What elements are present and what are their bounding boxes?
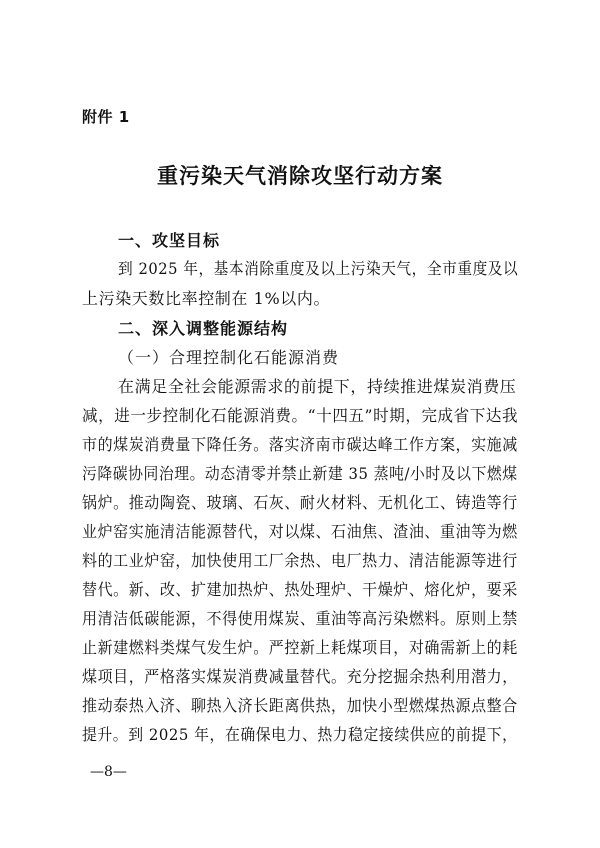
- paragraph-line: 提升。到 2025 年，在确保电力、热力稳定接续供应的前提下，: [82, 725, 518, 744]
- section-2-heading: 二、深入调整能源结构: [118, 319, 289, 338]
- paragraph-line: 用清洁低碳能源，不得使用煤炭、重油等高污染燃料。原则上禁: [82, 609, 518, 628]
- page-number: —8—: [90, 764, 127, 780]
- paragraph-line: 上污染天数比率控制在 1%以内。: [82, 289, 331, 308]
- paragraph-line: 推动泰热入济、聊热入济长距离供热，加快小型燃煤热源点整合: [82, 696, 518, 715]
- attachment-label: 附件 1: [82, 108, 130, 126]
- subsection-1-heading: （一）合理控制化石能源消费: [118, 348, 340, 367]
- paragraph-line: 止新建燃料类煤气发生炉。严控新上耗煤项目，对确需新上的耗: [82, 638, 518, 657]
- paragraph-line: 煤项目，严格落实煤炭消费减量替代。充分挖掘余热利用潜力，: [82, 667, 518, 686]
- paragraph-line: 市的煤炭消费量下降任务。落实济南市碳达峰工作方案，实施减: [82, 435, 518, 454]
- paragraph-line: 减，进一步控制化石能源消费。“十四五”时期，完成省下达我: [82, 406, 519, 425]
- section-1-heading: 一、攻坚目标: [118, 231, 221, 250]
- paragraph-line: 污降碳协同治理。动态清零并禁止新建 35 蒸吨/小时及以下燃煤: [82, 464, 518, 483]
- paragraph-line: 在满足全社会能源需求的前提下，持续推进煤炭消费压: [118, 377, 517, 396]
- paragraph-line: 业炉窑实施清洁能源替代，对以煤、石油焦、渣油、重油等为燃: [82, 522, 518, 541]
- paragraph-line: 替代。新、改、扩建加热炉、热处理炉、干燥炉、熔化炉，要采: [82, 580, 518, 599]
- paragraph-line: 锅炉。推动陶瓷、玻璃、石灰、耐火材料、无机化工、铸造等行: [82, 493, 518, 512]
- paragraph-line: 料的工业炉窑，加快使用工厂余热、电厂热力、清洁能源等进行: [82, 551, 518, 570]
- paragraph-line: 到 2025 年，基本消除重度及以上污染天气，全市重度及以: [118, 259, 519, 278]
- document-title: 重污染天气消除攻坚行动方案: [157, 163, 443, 188]
